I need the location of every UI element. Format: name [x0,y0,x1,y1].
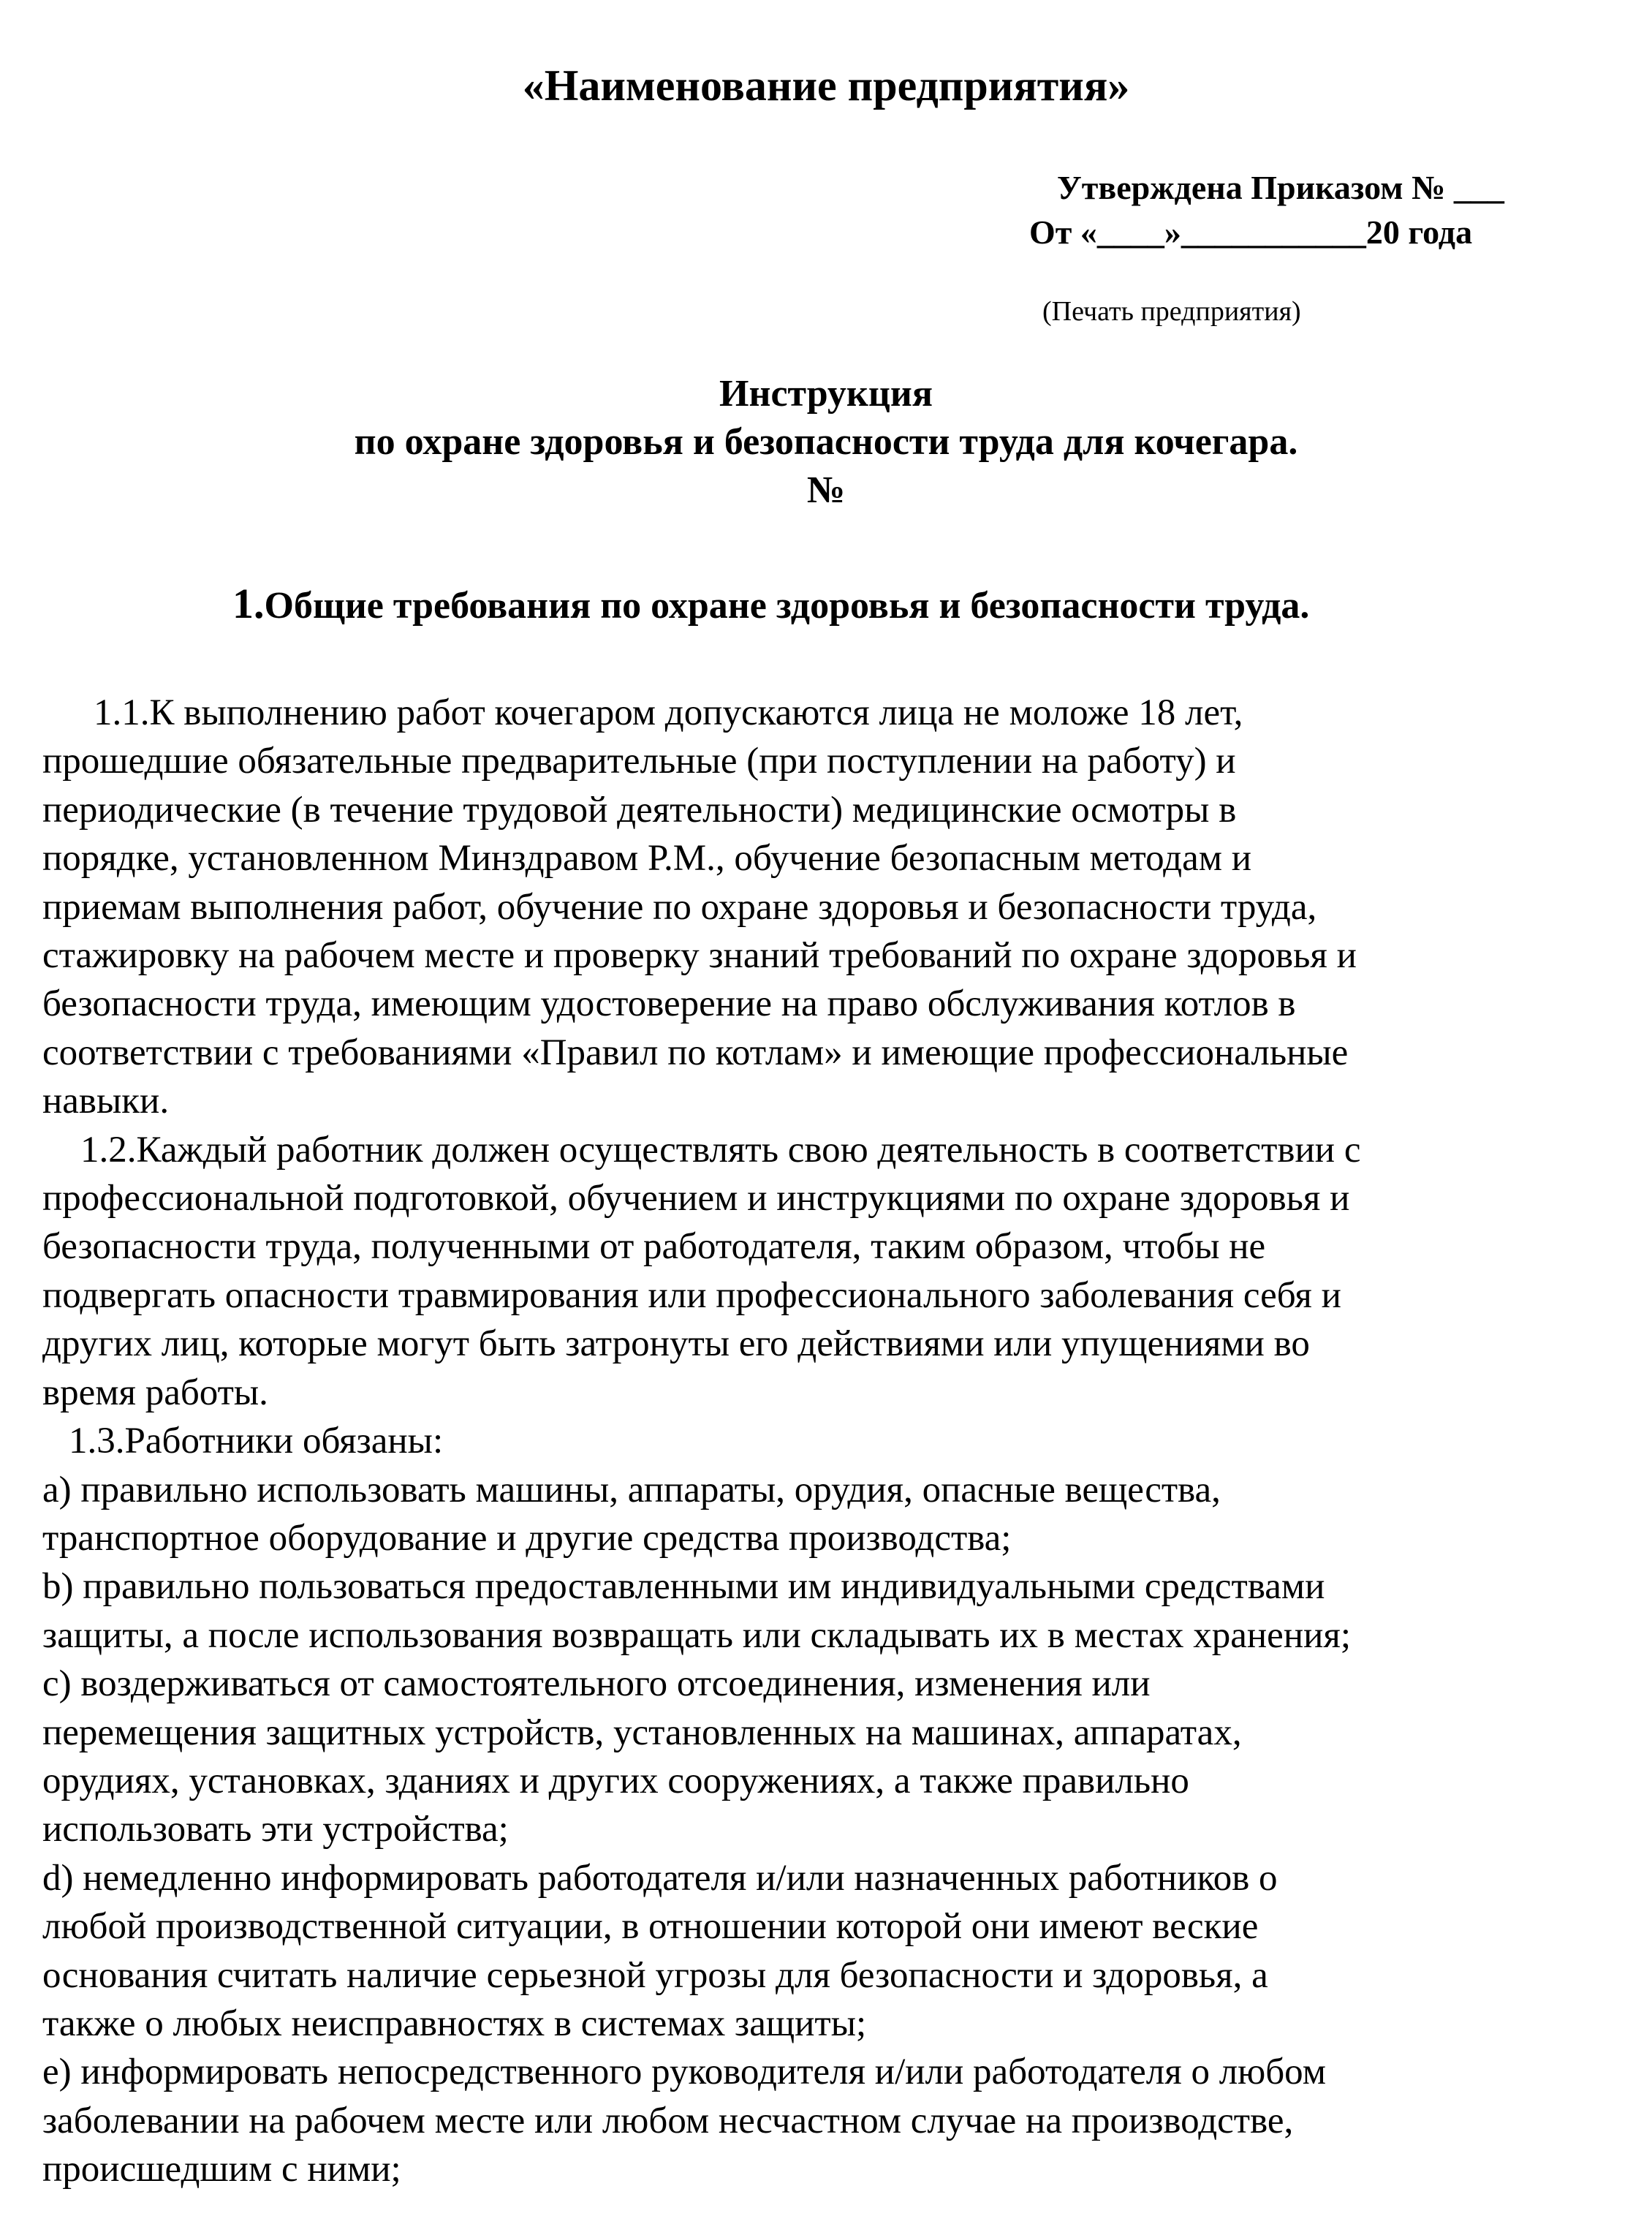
body-line: использовать эти устройства; [42,1809,509,1850]
body-line: орудиях, установках, зданиях и других сооружениях, а также правильно [42,1760,1189,1801]
body-line: безопасности труда, полученными от работодателя, таким образом, чтобы не [42,1226,1266,1268]
body-line: время работы. [42,1372,268,1413]
body-line: перемещения защитных устройств, установленных на машинах, аппаратах, [42,1712,1242,1753]
body-line: также о любых неисправностях в системах защиты; [42,2003,867,2044]
company-name: «Наименование предприятия» [522,61,1130,110]
body-line: профессиональной подготовкой, обучением и инструкциями по охране здоровья и [42,1178,1350,1219]
body-line: подвергать опасности травмирования или профессионального заболевания себя и [42,1274,1341,1316]
section-1-heading [232,575,1309,635]
stamp-note: (Печать предприятия) [1042,296,1301,327]
body-line: 1.1.К выполнению работ кочегаром допускаются лица не моложе 18 лет, [94,692,1243,733]
body-line: периодические (в течение трудовой деятельности) медицинские осмотры в [42,789,1237,831]
document-title [0,370,1652,515]
body-line: навыки. [42,1081,170,1122]
list-item-d: d) немедленно информировать работодателя и/или назначенных работников о [42,1857,1278,1899]
body-line: стажировку на рабочем месте и проверку знаний требований по охране здоровья и [42,935,1357,977]
list-item-b: b) правильно пользоваться предоставленными им индивидуальными средствами [42,1566,1325,1608]
approval-date-line: От «____»___________20 года [1029,213,1473,251]
body-line: прошедшие обязательные предварительные (при поступлении на работу) и [42,741,1236,782]
body-line: других лиц, которые могут быть затронуты его действиями или упущениями во [42,1323,1310,1365]
section-1-number: 1. [232,580,265,627]
body-line: соответствии с требованиями «Правил по котлам» и имеющие профессиональные [42,1032,1349,1073]
body-line: 1.3.Работники обязаны: [69,1421,444,1462]
title-number: № [806,469,846,511]
list-item-a: a) правильно использовать машины, аппараты, орудия, опасные вещества, [42,1469,1221,1510]
body-line: транспортное оборудование и другие средства производства; [42,1517,1012,1559]
approval-order-line: Утверждена Приказом № ___ [1057,169,1504,206]
body-line: безопасности труда, имеющим удостоверение на право обслуживания котлов в [42,983,1296,1025]
instruction-body [42,689,1636,2194]
body-line: основания считать наличие серьезной угрозы для безопасности и здоровья, а [42,1954,1268,1996]
body-line: порядке, установленном Минздравом Р.М., обучение безопасным методам и [42,838,1252,880]
title-line-2: по охране здоровья и безопасности труда для кочегара. [354,421,1298,463]
body-line: заболевании на рабочем месте или любом несчастном случае на производстве, [42,2100,1294,2141]
body-line: любой производственной ситуации, в отношении которой они имеют веские [42,1906,1259,1948]
list-item-e: e) информировать непосредственного руководителя и/или работодателя о любом [42,2051,1326,2093]
body-line: происшедшим с ними; [42,2149,401,2190]
title-line-1: Инструкция [719,373,933,415]
body-line: защиты, а после использования возвращать или складывать их в местах хранения; [42,1614,1352,1656]
section-1-title: Общие требования по охране здоровья и безопасности труда. [264,585,1310,627]
body-line: 1.2.Каждый работник должен осуществлять свою деятельность в соответствии с [80,1129,1361,1171]
list-item-c: c) воздерживаться от самостоятельного отсоединения, изменения или [42,1663,1151,1705]
body-line: приемам выполнения работ, обучение по охране здоровья и безопасности труда, [42,886,1317,928]
